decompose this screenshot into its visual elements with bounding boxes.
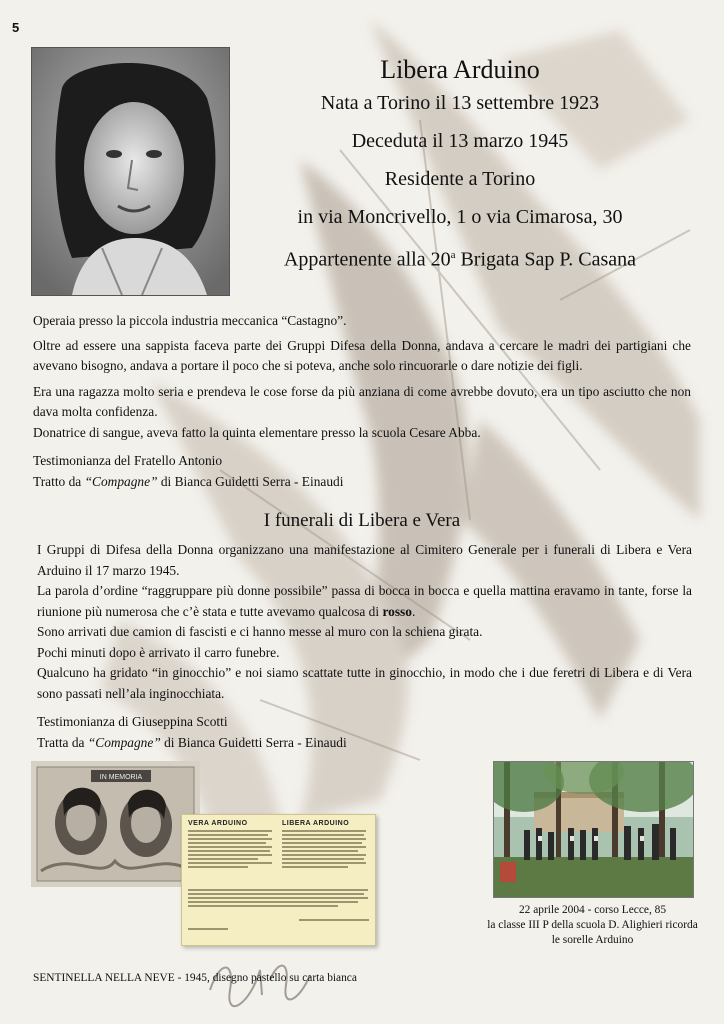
header <box>240 52 680 285</box>
photo-caption-line-1: 22 aprile 2004 - corso Lecce, 85 <box>518 904 667 916</box>
funeral-testimony-credit: Testimonianza di Giuseppina Scotti <box>37 714 228 729</box>
death-info: Deceduta il 13 marzo 1945 <box>351 130 569 152</box>
source-credit <box>33 472 691 493</box>
photo-caption-line-2: la classe III P della scuola D. Alighieri ricorda <box>487 919 698 931</box>
funeral-source-credit <box>37 733 692 754</box>
address-info: in via Moncrivello, 1 o via Cimarosa, 30 <box>297 206 623 228</box>
funeral-line-3: Sono arrivati due camion di fascisti e ci hanno messe al muro con la schiena girata. <box>37 624 483 639</box>
funeral-source-prefix: Tratta da <box>37 734 88 750</box>
bio-paragraph-1: Operaia presso la piccola industria meccanica “Castagno”. <box>33 313 347 328</box>
flyer-right-column <box>282 820 367 870</box>
flyer-left-column <box>188 820 273 870</box>
bio-paragraph-2: Oltre ad essere una sappista faceva parte dei Gruppi Difesa della Donna, andava a cercare le madri dei partigiani che avevano bisogno, andava a portare il poco che si poteva, anche solo rincuorarle o dare notizie dei figli. <box>33 337 691 373</box>
flyer-right-title: LIBERA ARDUINO <box>282 820 350 827</box>
funeral-line-5: Qualcuno ha gridato “in ginocchio” e noi siamo scattate tutte in ginocchio, in modo che i due feretri di Libera e di Vera sono passati nell’ala inginocchiata. <box>37 665 692 701</box>
residence-info: Residente a Torino <box>384 168 536 190</box>
funeral-source-title: “Compagne” <box>87 734 161 750</box>
funeral-section-title: I funerali di Libera e Vera <box>263 510 461 531</box>
bio-paragraph-3: Era una ragazza molto seria e prendeva le cose forse da più anziana di come avrebbe dovuto, era un tipo asciutto che non dava molta confidenza. <box>33 383 691 419</box>
source-title: “Compagne” <box>84 473 158 489</box>
person-name: Libera Arduino <box>380 55 540 84</box>
memorial-card-image <box>31 761 200 887</box>
commemoration-photo <box>493 761 694 898</box>
brigade-suffix: Brigata Sap P. Casana <box>455 248 636 271</box>
portrait-photo <box>31 47 230 296</box>
funeral-source-suffix: di Bianca Guidetti Serra - Einaudi <box>160 734 347 750</box>
funeral-section <box>37 540 692 753</box>
brigade-prefix: Appartenente alla 20 <box>283 248 451 271</box>
funeral-line-2-bold: rosso <box>382 603 412 619</box>
testimony-credit: Testimonianza del Fratello Antonio <box>33 453 223 468</box>
funeral-line-2 <box>37 581 692 622</box>
funeral-line-2-suffix: . <box>411 603 416 619</box>
page-number: 5 <box>12 20 20 35</box>
flyer-footer <box>188 889 369 937</box>
bio-paragraph-4: Donatrice di sangue, aveva fatto la quinta elementare presso la scuola Cesare Abba. <box>33 424 481 440</box>
birth-info: Nata a Torino il 13 settembre 1923 <box>320 92 600 114</box>
brigade-superscript: a <box>450 249 456 261</box>
memorial-title: IN MEMORIA <box>99 774 143 781</box>
funeral-line-4: Pochi minuti dopo è arrivato il carro funebre. <box>37 644 280 660</box>
funeral-line-2-prefix: La parola d’ordine “raggruppare più donne possibile” passa di bocca in bocca e quella mattina eravamo in tante, forse la riunione più numerosa che c’è stata e tutte avevamo qualcosa di <box>37 583 692 619</box>
sketch-caption: SENTINELLA NELLA NEVE - 1945, disegno pastello su carta bianca <box>33 972 357 984</box>
photo-caption <box>481 903 704 948</box>
source-prefix: Tratto da <box>33 473 85 489</box>
photo-caption-line-3: le sorelle Arduino <box>551 934 634 946</box>
memorial-flyer <box>181 814 376 946</box>
biography-section <box>33 311 691 492</box>
funeral-line-1: I Gruppi di Difesa della Donna organizzano una manifestazione al Cimitero Generale per i funerali di Libera e Vera Arduino il 17 marzo 1945. <box>37 542 692 578</box>
flyer-left-title: VERA ARDUINO <box>188 820 248 827</box>
source-suffix: di Bianca Guidetti Serra - Einaudi <box>157 473 344 489</box>
brigade-info <box>240 242 680 274</box>
